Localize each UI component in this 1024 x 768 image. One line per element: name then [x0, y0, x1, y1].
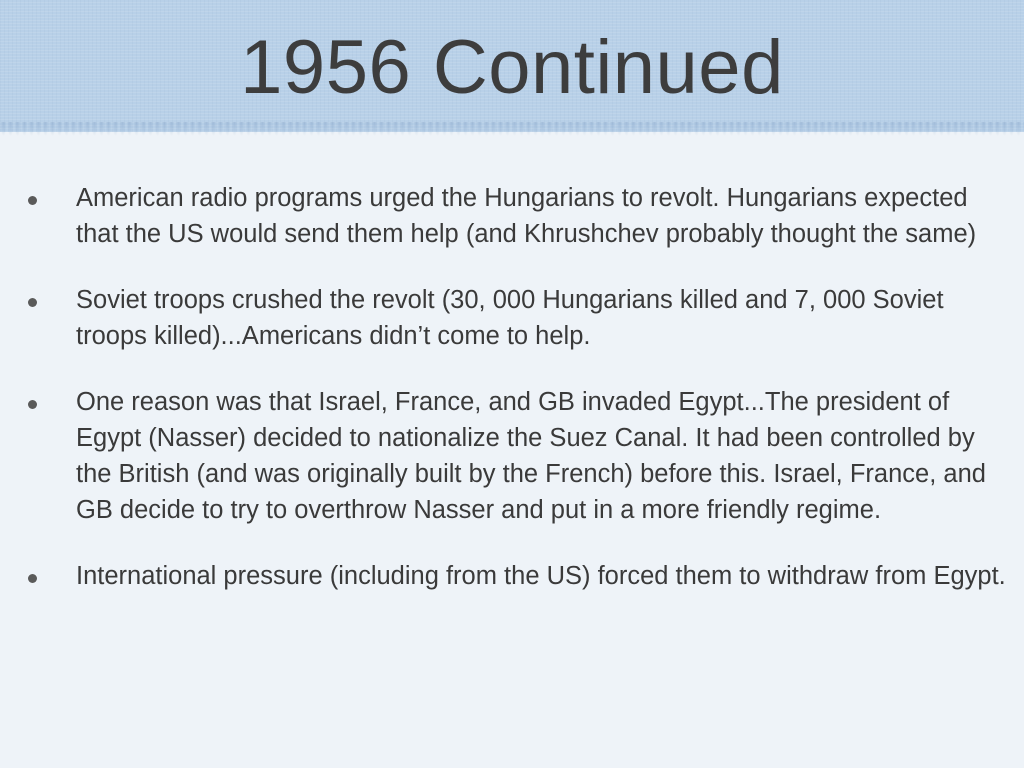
bullet-item	[0, 282, 1024, 354]
bullet-dot-icon	[28, 298, 37, 307]
bullet-dot-icon	[28, 196, 37, 205]
bullet-dot-icon	[28, 400, 37, 409]
slide-title: 1956 Continued	[240, 25, 784, 110]
bullet-item	[0, 558, 1024, 594]
bullet-text: International pressure (including from the US) forced them to withdraw from Egypt.	[76, 562, 1006, 590]
bullet-list	[0, 180, 1024, 594]
bullet-dot-icon	[28, 574, 37, 583]
bullet-item	[0, 180, 1024, 252]
banner-edge	[0, 122, 1024, 136]
bullet-text: Soviet troops crushed the revolt (30, 000 Hungarians killed and 7, 000 Soviet troops killed)...Americans didn’t come to help.	[76, 286, 944, 350]
bullet-text: American radio programs urged the Hungarians to revolt. Hungarians expected that the US would send them help (and Khrushchev probably thought the same)	[76, 184, 977, 248]
bullet-text: One reason was that Israel, France, and GB invaded Egypt...The president of Egypt (Nasser) decided to nationalize the Suez Canal. It had been controlled by the British (and was originally built by the French) before this. Israel, France, and GB decide to try to overthrow Nasser and put in a more friendly regime.	[76, 388, 986, 524]
bullet-item	[0, 384, 1024, 528]
